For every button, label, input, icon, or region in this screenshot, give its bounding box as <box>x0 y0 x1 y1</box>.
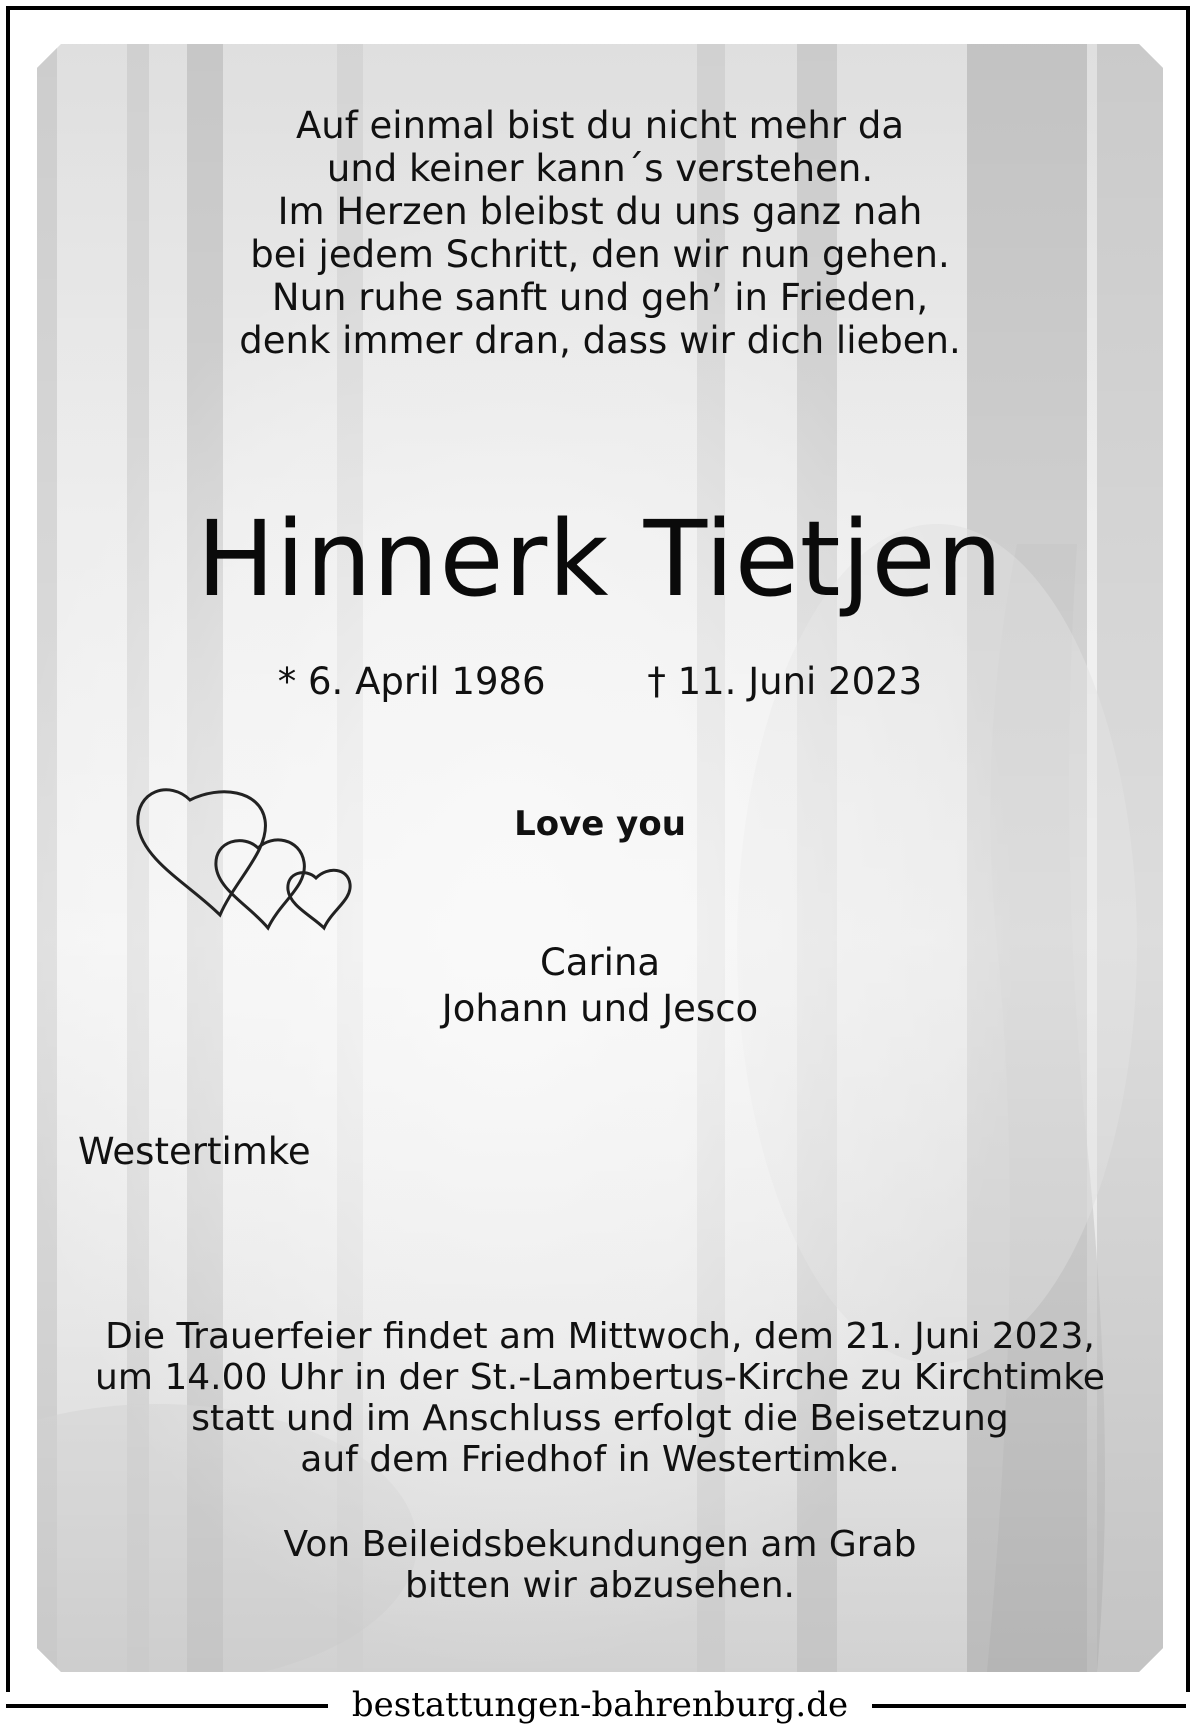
mourner-line: Carina <box>539 941 661 984</box>
mourners <box>0 940 1200 1032</box>
footer <box>0 1686 1200 1724</box>
mourner-line: Johann und Jesco <box>441 987 759 1030</box>
place-name: Westertimke <box>78 1130 311 1173</box>
poem <box>0 104 1200 362</box>
condolence-line: Von Beileidsbekundungen am Grab <box>283 1524 917 1565</box>
funeral-home-website: bestattungen-bahrenburg.de <box>351 1685 849 1725</box>
poem-line: denk immer dran, dass wir dich lieben. <box>239 319 961 362</box>
condolence-line: bitten wir abzusehen. <box>405 1565 795 1606</box>
service-line: statt und im Anschluss erfolgt die Beisetzung <box>191 1398 1009 1439</box>
condolence-note <box>0 1524 1200 1606</box>
funeral-service-info <box>0 1316 1200 1480</box>
poem-line: bei jedem Schritt, den wir nun gehen. <box>250 233 950 276</box>
poem-line: und keiner kann´s verstehen. <box>326 147 874 190</box>
service-line: um 14.00 Uhr in der St.-Lambertus-Kirche zu Kirchtimke <box>95 1357 1105 1398</box>
love-note: Love you <box>514 804 686 844</box>
deceased-name: Hinnerk Tietjen <box>196 498 1004 620</box>
birth-date: * 6. April 1986 <box>277 660 546 703</box>
poem-line: Auf einmal bist du nicht mehr da <box>296 104 904 147</box>
death-date: † 11. Juni 2023 <box>647 660 923 703</box>
service-line: auf dem Friedhof in Westertimke. <box>300 1439 900 1480</box>
life-dates <box>0 660 1200 704</box>
poem-line: Nun ruhe sanft und geh’ in Frieden, <box>271 276 929 319</box>
footer-divider <box>872 1704 1186 1708</box>
service-line: Die Trauerfeier findet am Mittwoch, dem 21. Juni 2023, <box>105 1316 1095 1357</box>
poem-line: Im Herzen bleibst du uns ganz nah <box>277 190 923 233</box>
